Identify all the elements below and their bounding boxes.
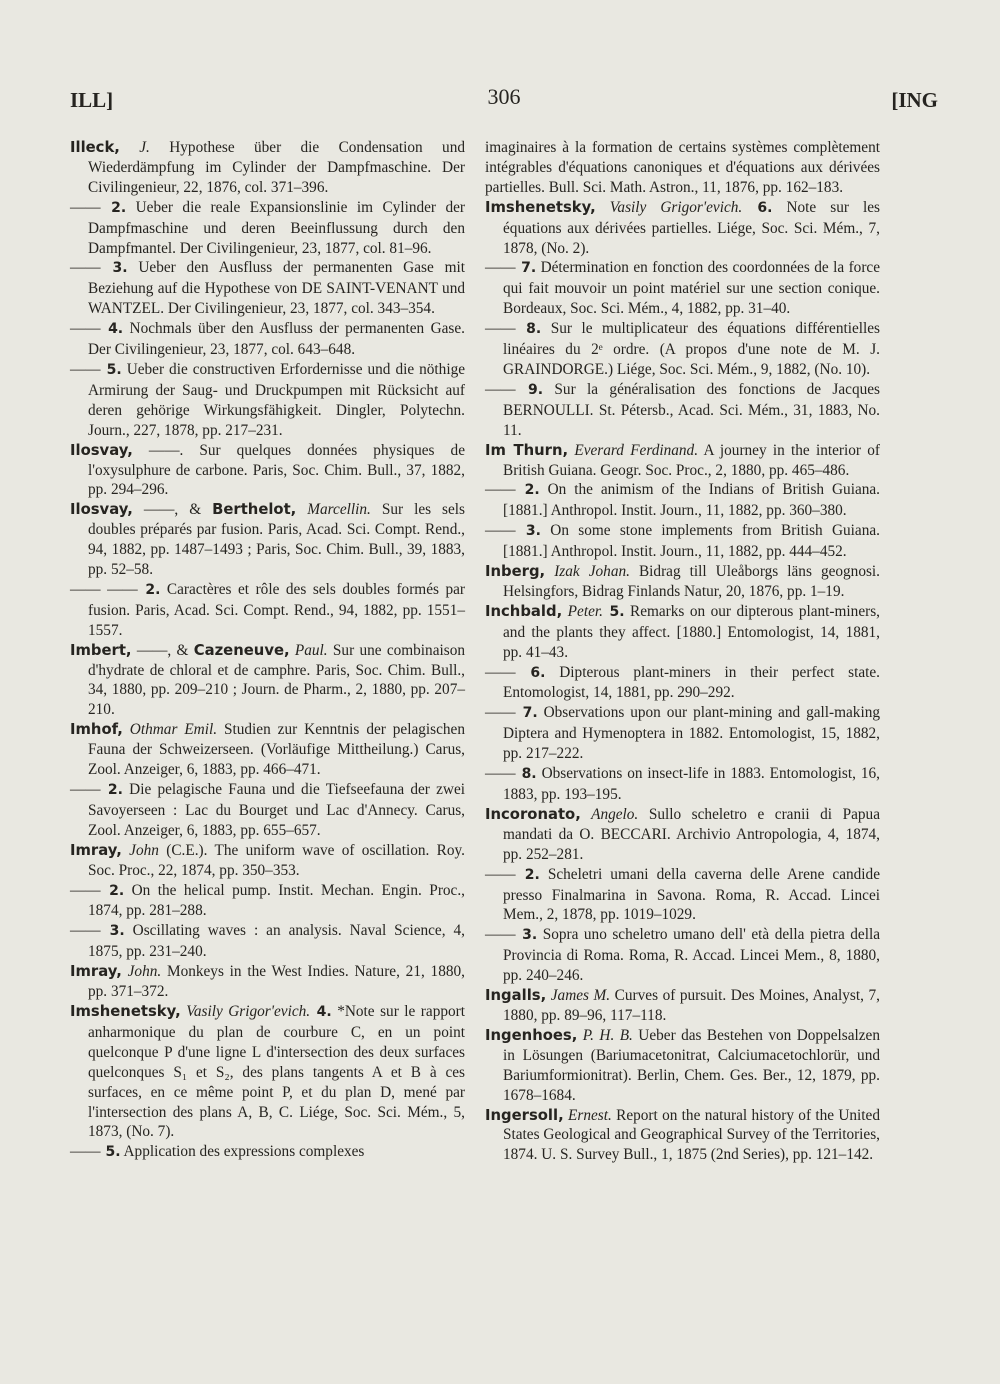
entry-number: 2.	[515, 866, 540, 883]
repeat-dash: ——	[485, 320, 516, 338]
header-left-range: ILL]	[70, 88, 114, 112]
entry-text: Monkeys in the West Indies. Nature, 21, 1880, pp. 371–372.	[88, 963, 465, 1001]
entry-text: Die pelagische Fauna und die Tiefseefauna der zwei Savoyerseen : Lac du Bourget und Lac d'Annecy. Carus, Zool. Anzeiger, 6, 1883, pp. 655–657.	[88, 781, 465, 839]
bibliography-entry	[70, 580, 465, 641]
entry-text: Sur les sels doubles préparés par fusion. Paris, Acad. Sci. Compt. Rend., 94, 1882, pp. 1487–1493 ; Paris, Soc. Chim. Bull., 39, 1883, pp. 52–58.	[88, 501, 465, 579]
bibliography-entry	[70, 198, 465, 259]
author-name: Ingenhoes,	[485, 1026, 578, 1044]
bibliography-entry	[70, 720, 465, 780]
entry-text: ——, &	[132, 501, 213, 519]
entry-text: On the animism of the Indians of British Guiana. [1881.] Anthropol. Instit. Journ., 11, 1882, pp. 360–380.	[503, 481, 880, 520]
author-given-name: P. H. B.	[577, 1026, 633, 1044]
repeat-dash: ——	[70, 360, 101, 378]
entry-number: 7.	[515, 705, 538, 722]
entry-text: Dipterous plant-miners in their perfect state. Entomologist, 14, 1881, pp. 290–292.	[503, 663, 880, 702]
entry-text: Ueber die reale Expansionslinie im Cylinder der Dampfmaschine und deren Beeinflussung durch den Dampfmantel. Der Civilingenieur, 23, 1877, col. 81–96.	[88, 198, 465, 257]
entry-text: ——, &	[131, 641, 194, 659]
author-name: Inberg,	[485, 563, 546, 581]
entry-text: Nochmals über den Ausfluss der permanenten Gase. Der Civilingenieur, 23, 1877, col. 643–648.	[88, 320, 465, 359]
entry-number: 2.	[137, 581, 161, 598]
bibliography-entry	[70, 319, 465, 360]
bibliography-entry	[485, 805, 880, 865]
repeat-dash: —— ——	[70, 580, 138, 598]
entry-number: 5.	[100, 361, 122, 378]
entry-number: 8.	[515, 321, 542, 338]
bibliography-entry	[485, 198, 880, 259]
author-name: Ingersoll,	[485, 1106, 564, 1124]
bibliography-entry	[485, 521, 880, 562]
bibliography-entry	[485, 663, 880, 704]
entry-number: 4.	[100, 321, 124, 338]
bibliography-entry	[485, 602, 880, 663]
repeat-dash: ——	[70, 881, 101, 899]
entry-number: 3.	[100, 260, 128, 277]
entry-text: Curves of pursuit. Des Moines, Analyst, 7, 1880, pp. 89–96, 117–118.	[503, 987, 880, 1024]
coauthor-given-name: Marcellin.	[296, 501, 371, 519]
author-given-name: Peter.	[562, 602, 603, 620]
author-given-name: Ernest.	[563, 1106, 612, 1124]
entry-text: (C.E.). The uniform wave of oscillation. Roy. Soc. Proc., 22, 1874, pp. 350–353.	[88, 841, 465, 879]
entry-number: 5.	[602, 603, 625, 620]
bibliography-entry	[485, 925, 880, 986]
entry-number: 6.	[742, 199, 773, 216]
author-name: Illeck,	[70, 139, 120, 156]
author-name: Imshenetsky,	[70, 1002, 181, 1020]
bibliography-entry	[485, 258, 880, 319]
entry-text: ——. Sur quelques données physiques de l'oxysulphure de carbone. Paris, Soc. Chim. Bull., 37, 1882, pp. 294–296.	[88, 441, 465, 499]
left-column	[70, 138, 465, 1163]
author-given-name: Vasily Grigor'evich.	[180, 1002, 311, 1020]
entry-text: Hypothese über die Condensation und Wiederdämpfung im Cylinder der Dampfmaschine. Der Civilingenieur, 22, 1876, col. 371–396.	[88, 139, 465, 196]
entry-text: Note sur les équations aux dérivées partielles. Liége, Soc. Sci. Mém., 7, 1878, (No. 2).	[503, 198, 880, 257]
entry-number: 8.	[515, 766, 537, 783]
entry-number: 2.	[100, 882, 125, 899]
entry-text: Caractères et rôle des sels doubles formés par fusion. Paris, Acad. Sci. Compt. Rend., 94, 1882, pp. 1551–1557.	[88, 580, 466, 639]
repeat-dash: ——	[70, 320, 101, 338]
author-name: Inchbald,	[485, 602, 563, 620]
coauthor-name: Berthelot,	[212, 501, 297, 519]
entry-number: 9.	[515, 381, 544, 398]
bibliography-entry	[70, 1002, 465, 1142]
author-name: Imbert,	[70, 641, 132, 659]
bibliography-entry	[70, 881, 465, 922]
author-name: Im Thurn,	[485, 441, 569, 459]
bibliography-entry	[70, 360, 465, 441]
bibliography-entry	[485, 480, 880, 521]
entry-text: Ueber die constructiven Erfordernisse und die nöthige Armirung der Saug- und Druckpumpen mit Rücksicht auf deren gehörige Wirkungsfähigkeit. Dingler, Polytechn. Journ., 227, 1878, pp. 217–231.	[88, 360, 466, 439]
author-name: Imshenetsky,	[485, 198, 596, 216]
coauthor-given-name: Paul.	[289, 641, 328, 659]
bibliography-entry	[485, 319, 880, 380]
bibliography-entry	[70, 258, 465, 319]
entry-number: 2.	[100, 782, 123, 798]
entry-number: 3.	[515, 523, 541, 540]
header-right-range: [ING	[891, 88, 938, 112]
repeat-dash: ——	[485, 380, 516, 398]
repeat-dash: ——	[485, 663, 516, 681]
entry-number: 3.	[100, 923, 125, 940]
page-header	[70, 84, 938, 122]
bibliography-entry	[70, 1142, 465, 1163]
bibliography-entry	[485, 138, 880, 198]
author-given-name: John.	[121, 963, 162, 981]
entry-text: Ueber das Bestehen von Doppelsalzen in Lösungen (Bariumacetonitrat, Calciumacetochlorür, und Bariumformionitrat). Berlin, Chem. Ges. Ber., 12, 1879, pp. 1678–1684.	[503, 1026, 880, 1104]
bibliography-entry	[70, 641, 465, 721]
repeat-dash: ——	[485, 481, 516, 499]
author-given-name: Angelo.	[580, 805, 639, 823]
entry-text: Observations upon our plant-mining and gall-making Diptera and Hymenoptera in 1882. Entomologist, 15, 1882, pp. 217–222.	[503, 704, 880, 763]
bibliography-entry	[70, 500, 465, 580]
bibliography-entry	[70, 841, 465, 881]
coauthor-name: Cazeneuve,	[193, 641, 290, 659]
entry-text: Détermination en fonction des coordonnées de la force qui fait mouvoir un point matériel sur une section conique. Bordeaux, Soc. Sci. Mém., 4, 1882, pp. 31–40.	[503, 259, 880, 318]
repeat-dash: ——	[485, 765, 516, 783]
entry-number: 5.	[100, 1144, 121, 1161]
entry-text: On the helical pump. Instit. Mechan. Engin. Proc., 1874, pp. 281–288.	[88, 881, 465, 920]
repeat-dash: ——	[485, 704, 516, 722]
bibliography-entry	[485, 986, 880, 1026]
entry-text: Sur le multiplicateur des équations différentielles linéaires du 2ᵉ ordre. (A propos d'une note de M. J. GRAINDORGE.) Liége, Soc. Sci. Mém., 9, 1882, (No. 10).	[503, 320, 880, 378]
author-name: Imray,	[70, 963, 122, 981]
author-name: Ilosvay,	[70, 441, 133, 459]
bibliography-entry	[70, 441, 465, 501]
entry-number: 6.	[515, 664, 546, 681]
entry-text: imaginaires à la formation de certains systèmes complètement intégrables d'équations canoniques et d'équations aux dérivées partielles. Bull. Sci. Math. Astron., 11, 1876, pp. 162–183.	[485, 139, 880, 196]
author-name: Ingalls,	[485, 987, 547, 1005]
bibliography-entry	[485, 703, 880, 764]
repeat-dash: ——	[70, 922, 101, 940]
repeat-dash: ——	[70, 1143, 101, 1161]
repeat-dash: ——	[485, 522, 516, 540]
bibliography-entry	[485, 380, 880, 441]
author-given-name: James M.	[546, 987, 611, 1005]
entry-text: Studien zur Kenntnis der pelagischen Fauna der Schweizerseen. (Vorläufige Mittheilung.) Carus, Zool. Anzeiger, 6, 1883, pp. 466–471.	[88, 721, 465, 779]
entry-text: *Note sur le rapport anharmonique du plan de courbure C, en un point quelconque P d'une ligne L d'intersection des deux surfaces quelconques S₁ et S₂, des plans tangents A et B à ces surfaces, en ce même point P, et du plan D, mené par l'intersection des plans A, B, C. Liége, Soc. Sci. Mém., 5, 1873, (No. 7).	[88, 1002, 465, 1141]
bibliography-entry	[70, 921, 465, 962]
author-name: Imhof,	[70, 721, 123, 739]
author-given-name: John	[121, 841, 159, 859]
bibliography-entry	[70, 962, 465, 1002]
entry-text: Oscillating waves : an analysis. Naval Science, 4, 1875, pp. 231–240.	[88, 922, 465, 961]
bibliography-entry	[485, 1106, 880, 1166]
entry-number: 7.	[515, 260, 537, 277]
bibliography-entry	[485, 562, 880, 602]
entry-text: Sur une combinaison d'hydrate de chloral et de camphre. Paris, Soc. Chim. Bull., 34, 1880, pp. 209–210 ; Journ. de Pharm., 2, 1880, pp. 207–210.	[88, 641, 465, 719]
repeat-dash: ——	[70, 781, 101, 798]
entry-text: Report on the natural history of the United States Geological and Geographical Survey of the Territories, 1874. U. S. Survey Bull., 1, 1875 (2nd Series), pp. 121–142.	[503, 1106, 880, 1164]
repeat-dash: ——	[485, 865, 516, 883]
author-given-name: J.	[119, 139, 150, 156]
entry-text: Sur la généralisation des fonctions de Jacques BERNOULLI. St. Pétersb., Acad. Sci. Mém., 31, 1883, No. 11.	[503, 380, 880, 439]
bibliography-entry	[70, 138, 465, 198]
repeat-dash: ——	[485, 259, 516, 277]
bibliography-entry	[485, 1026, 880, 1106]
repeat-dash: ——	[70, 259, 101, 277]
page-number: 306	[487, 84, 521, 109]
author-name: Ilosvay,	[70, 501, 133, 519]
repeat-dash: ——	[485, 926, 516, 944]
author-given-name: Vasily Grigor'evich.	[595, 198, 743, 216]
entry-text: Sullo scheletro e cranii di Papua mandati da O. BECCARI. Archivio Antropologia, 4, 1874, pp. 252–281.	[503, 805, 880, 863]
entry-text: Ueber den Ausfluss der permanenten Gase mit Beziehung auf die Hypothese von DE SAINT-VENANT und WANTZEL. Der Civilingenieur, 23, 1877, col. 343–354.	[88, 259, 465, 318]
entry-text: On some stone implements from British Guiana. [1881.] Anthropol. Instit. Journ., 11, 1882, pp. 444–452.	[503, 522, 880, 561]
entry-text: Application des expressions complexes	[120, 1143, 365, 1161]
entry-number: 3.	[515, 927, 538, 944]
entry-number: 4.	[310, 1003, 332, 1020]
author-given-name: Othmar Emil.	[122, 721, 218, 739]
entry-number: 2.	[100, 199, 127, 216]
entry-text: A journey in the interior of British Guiana. Geogr. Soc. Proc., 2, 1880, pp. 465–486.	[503, 441, 880, 479]
entry-text: Sopra uno scheletro umano dell' età della pietra della Provincia di Roma. Roma, R. Accad. Lincei Mem., 8, 1880, pp. 240–246.	[503, 926, 881, 985]
entry-number: 2.	[515, 482, 540, 499]
entry-text: Bidrag till Uleåborgs läns geognosi. Helsingfors, Bidrag Finlands Natur, 20, 1876, pp. 1–19.	[503, 563, 880, 600]
author-name: Imray,	[70, 841, 122, 859]
bibliography-entry	[485, 865, 880, 926]
entry-text: Remarks on our dipterous plant-miners, and the plants they affect. [1880.] Entomologist, 14, 1881, pp. 41–43.	[503, 602, 880, 661]
entry-text: Scheletri umani della caverna delle Arene candide presso Finalmarina in Savona. Roma, R. Accad. Lincei Mem., 2, 1878, pp. 1019–1029.	[503, 865, 880, 924]
bibliography-entry	[485, 441, 880, 481]
author-given-name: Izak Johan.	[545, 563, 630, 581]
entry-text: Observations on insect-life in 1883. Entomologist, 16, 1883, pp. 193–195.	[503, 765, 880, 803]
author-given-name: Everard Ferdinand.	[568, 441, 699, 459]
author-name: Incoronato,	[485, 805, 581, 823]
bibliography-entry	[70, 780, 465, 841]
bibliography-entry	[485, 764, 880, 805]
repeat-dash: ——	[70, 198, 101, 216]
right-column	[485, 138, 880, 1165]
